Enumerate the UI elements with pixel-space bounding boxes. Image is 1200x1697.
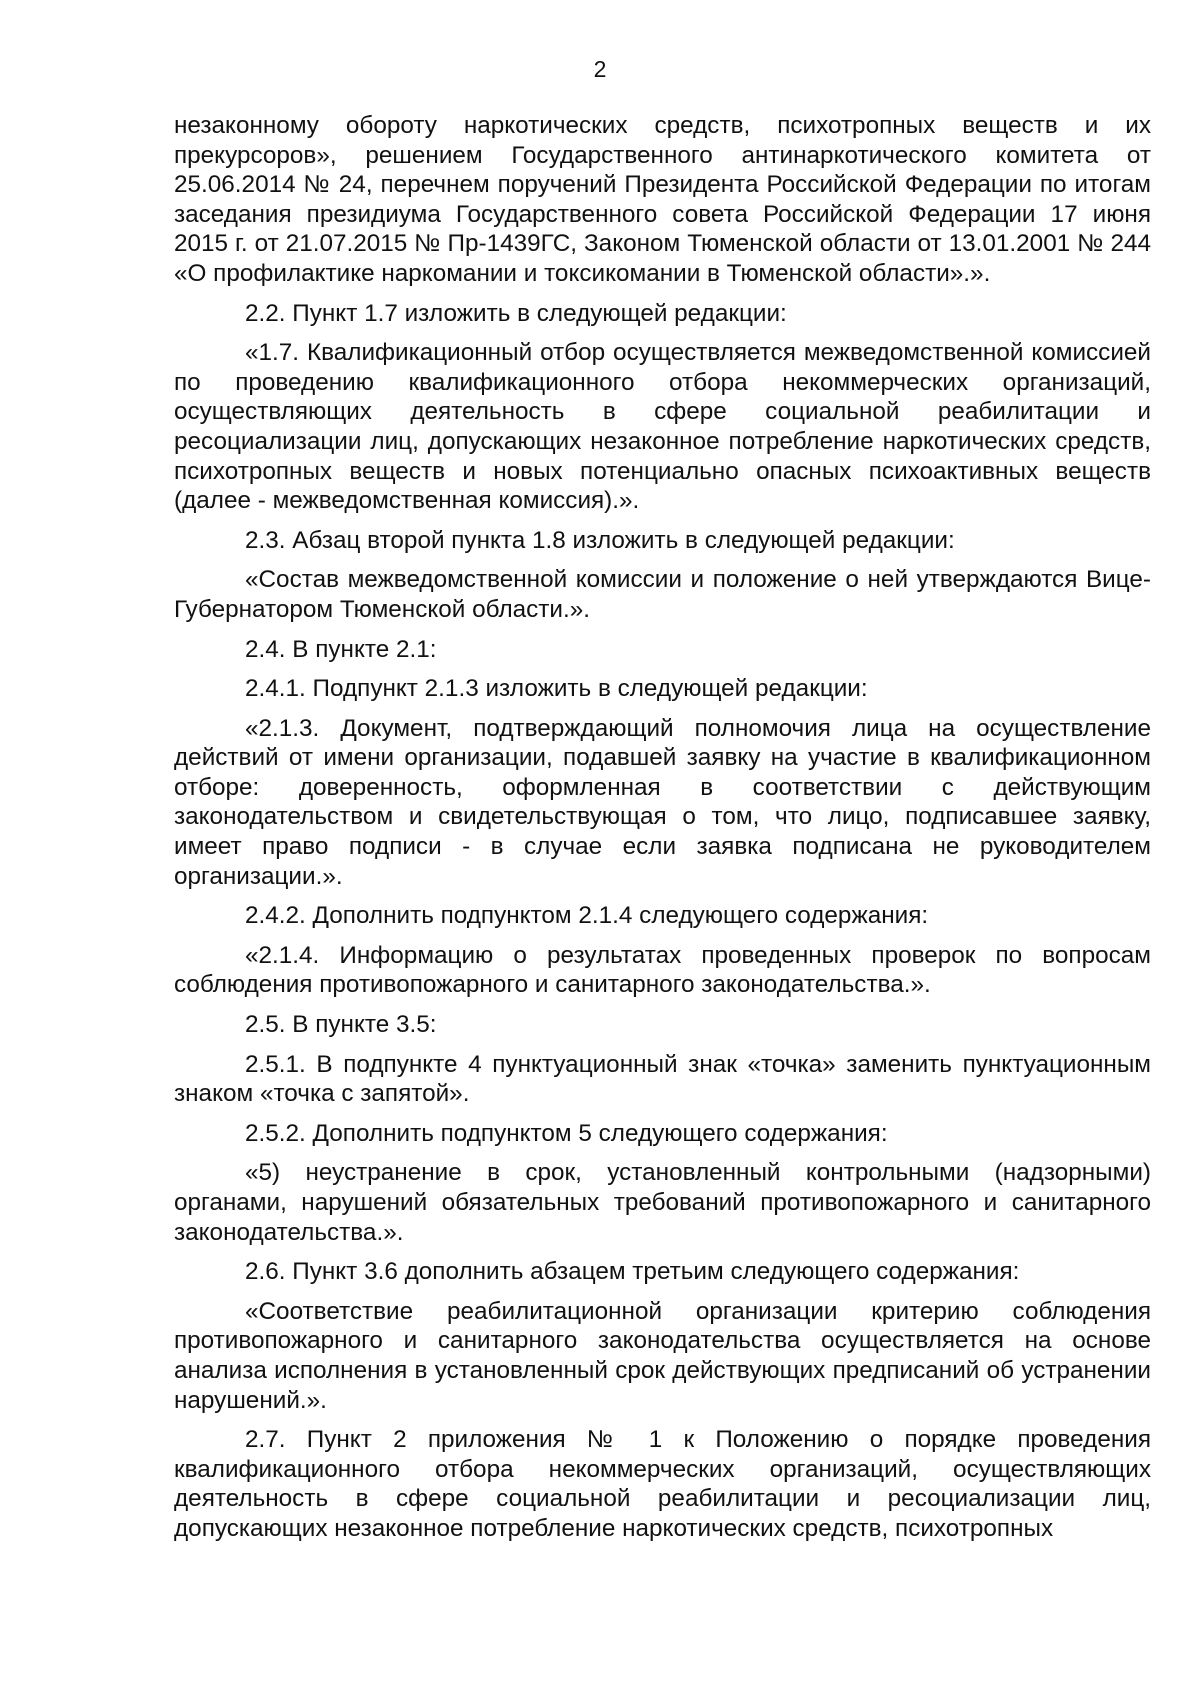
paragraph-quote-2-1-4: «2.1.4. Информацию о результатах проведенных проверок по вопросам соблюдения противопожарного и санитарного законодательства.». [174,941,1151,999]
paragraph-2-2: 2.2. Пункт 1.7 изложить в следующей редакции: [245,299,787,327]
paragraph-quote-1-8: «Состав межведомственной комиссии и положение о ней утверждаются Вице-Губернатором Тюменской области.». [174,566,1151,623]
paragraph-quote-5: «5) неустранение в срок, установленный контрольными (надзорными) органами, нарушений обязательных требований противопожарного и санитарного законодательства.». [174,1159,1151,1246]
paragraph-2-4: 2.4. В пункте 2.1: [245,635,437,663]
paragraph-2-4-1: 2.4.1. Подпункт 2.1.3 изложить в следующей редакции: [245,675,868,703]
page-number: 2 [593,56,607,82]
document-body [174,111,1151,1554]
paragraph-quote-3-6: «Соответствие реабилитационной организации критерию соблюдения противопожарного и санитарного законодательства осуществляется на основе анализа исполнения в установленный срок действующих предписаний об устранении нарушений.». [174,1297,1151,1414]
paragraph-2-3: 2.3. Абзац второй пункта 1.8 изложить в следующей редакции: [245,526,955,554]
paragraph-quote-2-1-3: «2.1.3. Документ, подтверждающий полномочия лица на осуществление действий от имени организации, подавшей заявку на участие в квалификационном отборе: доверенность, оформленная в соответствии с действующим законодательством и свидетельствующая о том, что лицо, подписавшее заявку, имеет право подписи - в случае если заявка подписана не руководителем организации.». [174,714,1151,890]
paragraph-continuation: незаконному обороту наркотических средств, психотропных веществ и их прекурсоров», решением Государственного антинаркотического комитета от 25.06.2014 № 24, перечнем поручений Президента Российской Федерации по итогам заседания президиума Государственного совета Российской Федерации 17 июня 2015 г. от 21.07.2015 № Пр-1439ГС, Законом Тюменской области от 13.01.2001 № 244 «О профилактике наркомании и токсикомании в Тюменской области».». [174,112,1151,287]
paragraph-2-6: 2.6. Пункт 3.6 дополнить абзацем третьим следующего содержания: [245,1258,1020,1286]
paragraph-2-5: 2.5. В пункте 3.5: [245,1011,437,1039]
paragraph-2-7: 2.7. Пункт 2 приложения № 1 к Положению о порядке проведения квалификационного отбора некоммерческих организаций, осуществляющих деятельность в сфере социальной реабилитации и ресоциализации лиц, допускающих незаконное потребление наркотических средств, психотропных [174,1426,1151,1542]
paragraph-2-5-1: 2.5.1. В подпункте 4 пунктуационный знак «точка» заменить пунктуационным знаком «точка с запятой». [174,1050,1151,1108]
paragraph-2-5-2: 2.5.2. Дополнить подпунктом 5 следующего содержания: [245,1119,888,1147]
paragraph-quote-1-7: «1.7. Квалификационный отбор осуществляется межведомственной комиссией по проведению квалификационного отбора некоммерческих организаций, осуществляющих деятельность в сфере социальной реабилитации и ресоциализации лиц, допускающих незаконное потребление наркотических средств, психотропных веществ и новых потенциально опасных психоактивных веществ (далее - межведомственная комиссия).». [174,339,1151,515]
paragraph-2-4-2: 2.4.2. Дополнить подпунктом 2.1.4 следующего содержания: [245,902,929,930]
